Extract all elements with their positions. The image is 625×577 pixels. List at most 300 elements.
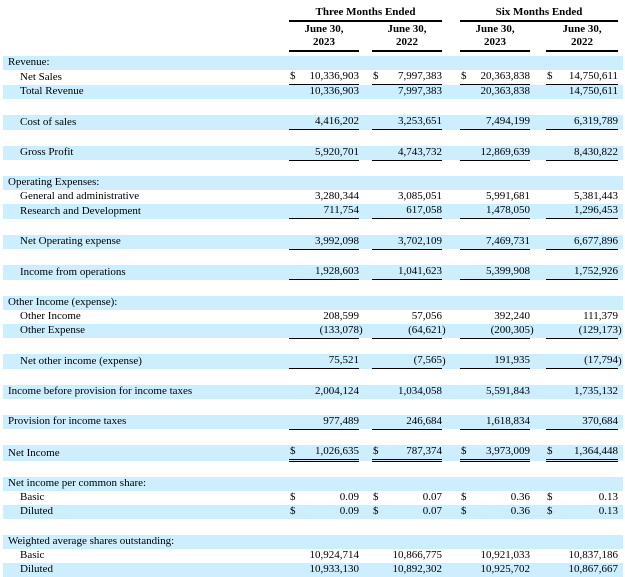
column-gap: [447, 265, 460, 280]
cell-value: [559, 477, 618, 491]
column-gap: [535, 549, 546, 563]
currency-symbol: [289, 176, 302, 190]
empty-corner: [3, 21, 289, 51]
currency-symbol: [460, 385, 473, 399]
section-row: [3, 56, 623, 70]
cell-value: 1,026,635: [302, 445, 359, 461]
cell-value: [559, 535, 618, 549]
cell-value: (133,078: [302, 324, 359, 339]
spacer-cell: [3, 338, 623, 354]
cell-value: 977,489: [302, 415, 359, 430]
cell-value: 2,004,124: [302, 385, 359, 399]
currency-symbol: $: [547, 490, 553, 503]
paren-close: [618, 70, 623, 85]
column-gap: [364, 310, 372, 324]
currency-symbol: [546, 324, 559, 339]
row-label: Diluted: [3, 505, 281, 519]
paren-close: [618, 535, 623, 549]
cell-value: 3,253,651: [385, 115, 442, 130]
cell-value: [302, 535, 359, 549]
column-gap: [364, 385, 372, 399]
currency-symbol: [289, 56, 302, 70]
period-group-header-row: [3, 6, 623, 21]
paren-close: [618, 549, 623, 563]
column-gap: [447, 85, 460, 100]
spacer-cell: [535, 21, 546, 51]
paren-close: [618, 491, 623, 505]
column-gap: [535, 445, 546, 461]
spacer-cell: [3, 249, 623, 265]
cell-value: 0.13: [598, 490, 619, 503]
column-gap: [364, 190, 372, 204]
spacer-cell: [3, 369, 623, 385]
spacer-cell: [618, 6, 623, 21]
currency-symbol: [289, 549, 302, 563]
column-gap: [364, 549, 372, 563]
cell-value: 7,997,383: [385, 85, 442, 100]
empty-corner: [3, 6, 289, 21]
cell-value: 3,702,109: [385, 235, 442, 250]
currency-symbol: [460, 235, 473, 250]
currency-symbol: [546, 563, 559, 577]
spacer-cell: [3, 219, 623, 235]
row-label: Other Income (expense):: [3, 296, 281, 310]
column-gap: [535, 190, 546, 204]
currency-symbol: [460, 176, 473, 190]
cell-value: (200,305: [473, 324, 530, 339]
currency-symbol: [546, 190, 559, 204]
column-gap: [447, 324, 460, 339]
spacer-cell: [3, 130, 623, 146]
col-group-six-months: Six Months Ended: [460, 6, 618, 21]
row-label: Basic: [20, 490, 45, 503]
currency-symbol: $: [546, 70, 559, 85]
paren-close: [618, 85, 623, 100]
currency-symbol: [460, 85, 473, 100]
spacer-cell: [3, 429, 623, 445]
column-gap: [364, 235, 372, 250]
column-gap: [281, 385, 289, 399]
table-row: [3, 265, 623, 280]
currency-symbol: [546, 296, 559, 310]
paren-close: [618, 445, 623, 461]
currency-symbol: [372, 85, 385, 100]
column-gap: [364, 445, 372, 461]
row-label: Provision for income taxes: [3, 415, 281, 430]
cell-value: 10,892,302: [385, 563, 442, 577]
currency-symbol: [460, 146, 473, 161]
row-label: Cost of sales: [3, 115, 281, 130]
spacer-cell: [364, 21, 372, 51]
currency-symbol: [289, 415, 302, 430]
currency-symbol: [372, 146, 385, 161]
income-statement-table: [3, 6, 623, 577]
table-row: [3, 235, 623, 250]
currency-symbol: [289, 310, 302, 324]
column-gap: [364, 535, 372, 549]
cell-value: (129,173: [559, 324, 618, 339]
currency-symbol: [289, 204, 302, 219]
column-gap: [447, 190, 460, 204]
currency-symbol: [289, 324, 302, 339]
cell-value: 57,056: [411, 309, 443, 322]
col-header-6m-2022: [546, 21, 618, 51]
cell-value: 0.13: [559, 505, 618, 519]
table-row: [3, 549, 623, 563]
spacer-cell: [3, 160, 623, 176]
column-gap: [447, 146, 460, 161]
currency-symbol: [289, 115, 302, 130]
column-gap: [364, 354, 372, 369]
col-header-3m-2022: [372, 21, 442, 51]
column-gap: [535, 235, 546, 250]
column-gap: [447, 204, 460, 219]
column-gap: [281, 235, 289, 250]
currency-symbol: [460, 354, 473, 369]
cell-value: 4,416,202: [302, 115, 359, 130]
table-row: [3, 204, 623, 219]
table-row: [3, 385, 623, 399]
column-gap: [281, 56, 289, 70]
currency-symbol: $: [290, 490, 296, 503]
cell-value: 0.09: [339, 490, 359, 503]
currency-symbol: [372, 549, 385, 563]
spacer-cell: [447, 6, 460, 21]
cell-value: 14,750,611: [559, 85, 618, 100]
date-line-2: 2023: [313, 35, 335, 48]
currency-symbol: [372, 535, 385, 549]
cell-value: 12,869,639: [473, 146, 530, 161]
table-row: [3, 354, 623, 369]
currency-symbol: [546, 115, 559, 130]
date-line-1: June 30,: [304, 23, 344, 35]
cell-value: 617,058: [385, 204, 442, 219]
col-header-6m-2023: [460, 21, 530, 51]
currency-symbol: [289, 354, 302, 369]
paren-close: [618, 204, 623, 219]
cell-value: 1,296,453: [559, 204, 618, 219]
currency-symbol: $: [461, 490, 467, 503]
currency-symbol: [372, 324, 385, 339]
column-gap: [281, 265, 289, 280]
cell-value: 10,837,186: [568, 548, 619, 561]
spacer-row: [3, 249, 623, 265]
table-row: [3, 190, 623, 204]
paren-close: ): [359, 324, 363, 336]
cell-value: 0.07: [422, 490, 443, 503]
column-gap: [535, 491, 546, 505]
spacer-row: [3, 160, 623, 176]
cell-value: [473, 535, 530, 549]
currency-symbol: [372, 385, 385, 399]
spacer-row: [3, 369, 623, 385]
column-gap: [447, 235, 460, 250]
cell-value: 1,364,448: [559, 445, 618, 461]
cell-value: 20,363,838: [473, 70, 530, 85]
currency-symbol: $: [460, 70, 473, 85]
cell-value: 75,521: [302, 354, 359, 369]
column-gap: [364, 563, 372, 577]
cell-value: 5,591,843: [473, 385, 530, 399]
currency-symbol: [372, 56, 385, 70]
spacer-cell: [3, 399, 623, 415]
currency-symbol: [289, 296, 302, 310]
cell-value: 5,399,908: [473, 265, 530, 280]
currency-symbol: [546, 415, 559, 430]
currency-symbol: [372, 563, 385, 577]
spacer-cell: [3, 519, 623, 535]
cell-value: 191,935: [473, 354, 530, 369]
cell-value: 1,928,603: [302, 265, 359, 280]
paren-close: [618, 176, 623, 190]
column-gap: [447, 415, 460, 430]
section-row: [3, 477, 623, 491]
column-gap: [281, 549, 289, 563]
column-gap: [281, 505, 289, 519]
currency-symbol: [372, 265, 385, 280]
cell-value: [302, 477, 359, 491]
paren-close: ): [618, 324, 622, 336]
currency-symbol: [289, 265, 302, 280]
column-gap: [535, 324, 546, 339]
cell-value: 3,280,344: [315, 190, 359, 202]
column-gap: [535, 70, 546, 85]
row-label: Other Income: [20, 309, 81, 322]
section-row: [3, 296, 623, 310]
paren-close: [618, 146, 623, 161]
cell-value: 6,677,896: [559, 235, 618, 250]
column-gap: [364, 85, 372, 100]
currency-symbol: [460, 535, 473, 549]
table-row: [3, 310, 623, 324]
cell-value: 0.09: [302, 505, 359, 519]
currency-symbol: [289, 146, 302, 161]
currency-symbol: [546, 146, 559, 161]
column-gap: [447, 310, 460, 324]
cell-value: [385, 176, 442, 190]
row-label: Total Revenue: [3, 85, 281, 100]
column-gap: [535, 385, 546, 399]
paren-close: [618, 115, 623, 130]
paren-close: ): [442, 324, 446, 336]
spacer-row: [3, 219, 623, 235]
table-row: [3, 85, 623, 100]
currency-symbol: [372, 176, 385, 190]
currency-symbol: [546, 535, 559, 549]
cell-value: [473, 176, 530, 190]
cell-value: 7,469,731: [473, 235, 530, 250]
spacer-row: [3, 461, 623, 477]
paren-close: [618, 477, 623, 491]
column-gap: [535, 563, 546, 577]
spacer-cell: [3, 99, 623, 115]
currency-symbol: [546, 549, 559, 563]
column-gap: [281, 296, 289, 310]
column-gap: [364, 296, 372, 310]
table-row: [3, 445, 623, 461]
currency-symbol: $: [546, 445, 559, 461]
table-row: [3, 491, 623, 505]
column-gap: [281, 477, 289, 491]
currency-symbol: [372, 310, 385, 324]
currency-symbol: [372, 190, 385, 204]
column-gap: [364, 324, 372, 339]
column-gap: [281, 85, 289, 100]
cell-value: 10,336,903: [302, 85, 359, 100]
currency-symbol: [460, 324, 473, 339]
currency-symbol: [460, 549, 473, 563]
row-label: General and administrative: [20, 190, 140, 202]
row-label: Net income per common share:: [3, 477, 281, 491]
cell-value: 14,750,611: [559, 70, 618, 85]
currency-symbol: [289, 85, 302, 100]
currency-symbol: $: [289, 505, 302, 519]
column-gap: [364, 491, 372, 505]
column-gap: [535, 176, 546, 190]
date-line-1: June 30,: [475, 23, 515, 35]
column-gap: [535, 354, 546, 369]
column-gap: [447, 176, 460, 190]
cell-value: 5,991,681: [486, 190, 531, 202]
column-gap: [535, 265, 546, 280]
cell-value: 711,754: [302, 204, 359, 219]
cell-value: [385, 56, 442, 70]
cell-value: 246,684: [385, 415, 442, 430]
column-gap: [447, 70, 460, 85]
column-gap: [364, 204, 372, 219]
column-gap: [447, 354, 460, 369]
currency-symbol: [460, 204, 473, 219]
paren-close: [618, 505, 623, 519]
cell-value: [473, 477, 530, 491]
currency-symbol: [460, 415, 473, 430]
paren-close: [618, 296, 623, 310]
column-gap: [535, 505, 546, 519]
column-gap: [364, 115, 372, 130]
paren-close: [618, 235, 623, 250]
currency-symbol: [460, 115, 473, 130]
currency-symbol: [372, 354, 385, 369]
section-row: [3, 176, 623, 190]
paren-close: [618, 56, 623, 70]
column-gap: [364, 415, 372, 430]
cell-value: 0.36: [473, 505, 530, 519]
cell-value: [302, 176, 359, 190]
col-header-3m-2023: [289, 21, 359, 51]
currency-symbol: $: [289, 445, 302, 461]
paren-close: [618, 310, 623, 324]
cell-value: 0.36: [510, 490, 531, 503]
row-label: Net Sales: [20, 70, 62, 83]
spacer-row: [3, 280, 623, 296]
table-row: [3, 70, 623, 85]
currency-symbol: [546, 204, 559, 219]
currency-symbol: $: [372, 445, 385, 461]
table-row: [3, 415, 623, 430]
spacer-row: [3, 99, 623, 115]
currency-symbol: [546, 176, 559, 190]
currency-symbol: [372, 115, 385, 130]
column-gap: [364, 56, 372, 70]
row-label: Net Operating expense: [3, 235, 281, 250]
cell-value: 8,430,822: [559, 146, 618, 161]
cell-value: (64,621: [385, 324, 442, 339]
date-line-1: June 30,: [562, 23, 602, 35]
cell-value: 10,933,130: [302, 563, 359, 577]
column-gap: [281, 324, 289, 339]
currency-symbol: [372, 235, 385, 250]
table-row: [3, 563, 623, 577]
column-gap: [447, 115, 460, 130]
cell-value: [559, 296, 618, 310]
cell-value: [385, 477, 442, 491]
cell-value: 3,973,009: [473, 445, 530, 461]
column-gap: [535, 415, 546, 430]
currency-symbol: [289, 477, 302, 491]
date-line-2: 2022: [571, 35, 594, 48]
currency-symbol: [372, 296, 385, 310]
cell-value: [559, 56, 618, 70]
currency-symbol: $: [289, 70, 302, 85]
currency-symbol: [460, 265, 473, 280]
cell-value: 111,379: [583, 309, 619, 322]
date-line-2: 2023: [484, 35, 507, 48]
column-gap: [364, 146, 372, 161]
column-gap: [535, 296, 546, 310]
currency-symbol: [460, 563, 473, 577]
paren-close: ): [618, 354, 622, 367]
currency-symbol: [289, 385, 302, 399]
currency-symbol: [289, 235, 302, 250]
column-gap: [281, 176, 289, 190]
cell-value: 3,085,051: [398, 190, 443, 202]
cell-value: 10,924,714: [309, 548, 359, 561]
table-row: [3, 146, 623, 161]
date-line-1: June 30,: [387, 23, 427, 35]
column-gap: [281, 445, 289, 461]
column-gap: [281, 535, 289, 549]
cell-value: 10,867,667: [559, 563, 618, 577]
column-gap: [447, 385, 460, 399]
section-row: [3, 535, 623, 549]
row-label: Diluted: [3, 563, 281, 577]
cell-value: 1,752,926: [559, 265, 618, 280]
row-label: Other Expense: [3, 324, 281, 339]
cell-value: 6,319,789: [559, 115, 618, 130]
column-gap: [447, 505, 460, 519]
currency-symbol: [372, 477, 385, 491]
paren-close: [618, 563, 623, 577]
paren-close: ): [530, 324, 534, 336]
row-label: Net Income: [3, 445, 281, 461]
currency-symbol: $: [373, 490, 379, 503]
column-gap: [281, 70, 289, 85]
cell-value: 1,041,623: [385, 265, 442, 280]
period-date-header-row: [3, 21, 623, 51]
row-label: Revenue:: [3, 56, 281, 70]
cell-value: 3,992,098: [302, 235, 359, 250]
cell-value: 10,336,903: [302, 70, 359, 85]
currency-symbol: [546, 85, 559, 100]
row-label: Income from operations: [3, 265, 281, 280]
currency-symbol: [289, 563, 302, 577]
column-gap: [535, 115, 546, 130]
column-gap: [447, 563, 460, 577]
spacer-row: [3, 519, 623, 535]
currency-symbol: [460, 310, 473, 324]
cell-value: 5,920,701: [302, 146, 359, 161]
paren-close: [618, 265, 623, 280]
